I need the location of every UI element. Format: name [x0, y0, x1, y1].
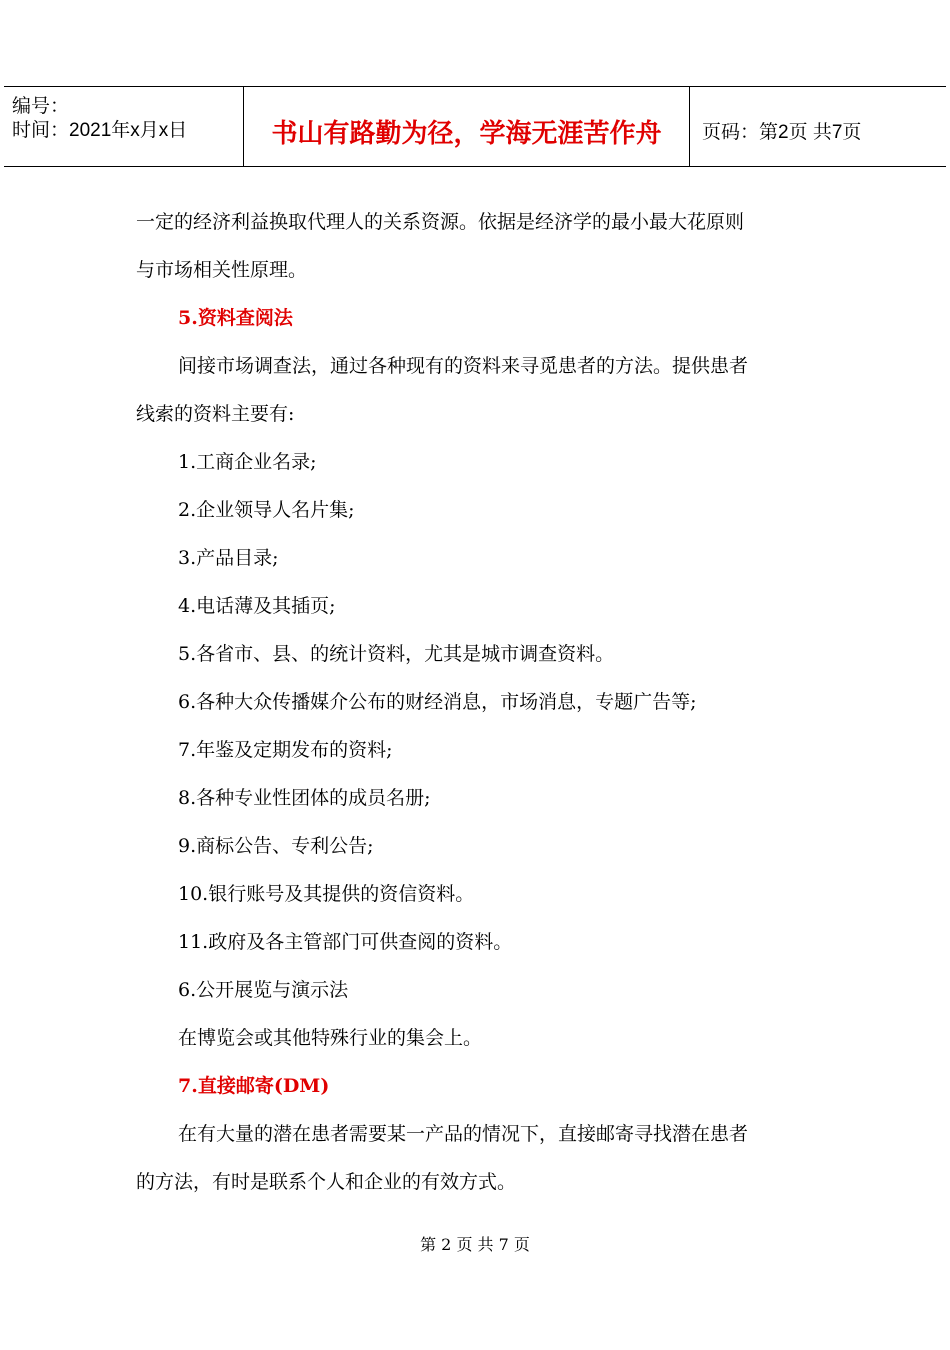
- list-item: 8.各种专业性团体的成员名册;: [178, 787, 431, 809]
- list-item: 1.工商企业名录;: [178, 451, 317, 473]
- page-header: [4, 86, 946, 167]
- list-item: 7.年鉴及定期发布的资料;: [178, 739, 393, 761]
- list-item: 10.银行账号及其提供的资信资料。: [178, 883, 475, 905]
- header-page-info: 页码：第2页 共7页: [702, 122, 862, 143]
- list-item: 9.商标公告、专利公告;: [178, 835, 374, 857]
- paragraph-line: 在博览会或其他特殊行业的集会上。: [178, 1027, 483, 1049]
- document-time-label: 时间：2021年x月x日: [12, 120, 188, 141]
- list-item: 4.电话薄及其插页;: [178, 595, 336, 617]
- paragraph-line: 一定的经济利益换取代理人的关系资源。依据是经济学的最小最大花原则: [136, 211, 745, 233]
- document-body: [136, 198, 816, 1206]
- section-heading: 5.资料查阅法: [178, 307, 293, 329]
- header-motto-cell: [244, 87, 690, 166]
- paragraph-line: 线索的资料主要有:: [136, 403, 295, 425]
- document-number-label: 编号：: [12, 96, 70, 117]
- list-item: 3.产品目录;: [178, 547, 279, 569]
- header-page-cell: [690, 87, 946, 166]
- header-meta-cell: [4, 87, 244, 166]
- paragraph-line: 的方法，有时是联系个人和企业的有效方式。: [136, 1171, 517, 1193]
- list-item: 6.各种大众传播媒介公布的财经消息，市场消息，专题广告等;: [178, 691, 697, 713]
- header-motto: 书山有路勤为径，学海无涯苦作舟: [271, 119, 662, 149]
- list-item: 5.各省市、县、的统计资料，尤其是城市调查资料。: [178, 643, 615, 665]
- section-heading: 7.直接邮寄(DM): [178, 1075, 330, 1097]
- page-footer: 第 2 页 共 7 页: [420, 1235, 530, 1254]
- paragraph-line: 在有大量的潜在患者需要某一产品的情况下，直接邮寄寻找潜在患者: [178, 1123, 749, 1145]
- paragraph-line: 与市场相关性原理。: [136, 259, 308, 281]
- list-item: 2.企业领导人名片集;: [178, 499, 355, 521]
- section-heading: 6.公开展览与演示法: [178, 979, 349, 1001]
- list-item: 11.政府及各主管部门可供查阅的资料。: [178, 931, 513, 953]
- paragraph-line: 间接市场调查法，通过各种现有的资料来寻觅患者的方法。提供患者: [178, 355, 749, 377]
